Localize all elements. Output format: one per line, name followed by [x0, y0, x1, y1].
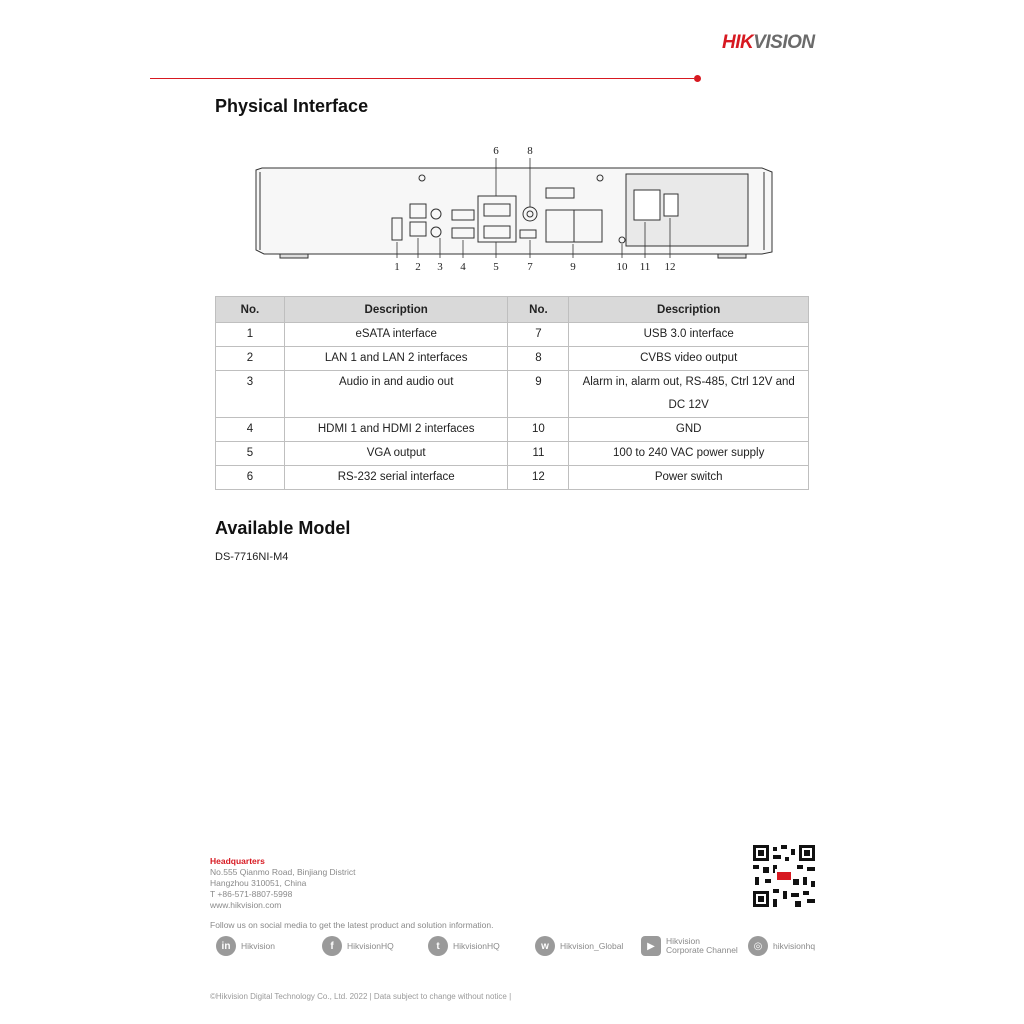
website-link[interactable]: www.hikvision.com [210, 900, 282, 910]
header-description-1: Description [284, 297, 508, 323]
social-label: HikvisionHQ [453, 941, 500, 951]
callout-3: 3 [437, 261, 443, 273]
table-cell: 6 [216, 466, 285, 490]
table-cell: 7 [508, 323, 569, 347]
table-cell: 8 [508, 347, 569, 371]
address-line-2: Hangzhou 310051, China [210, 878, 307, 888]
callout-8: 8 [527, 145, 533, 157]
social-follow-text: Follow us on social media to get the latest product and solution information. [210, 920, 494, 930]
table-row [216, 347, 809, 371]
social-facebook[interactable] [322, 936, 394, 956]
table-row [216, 371, 809, 418]
callout-4: 4 [460, 261, 466, 273]
headquarters-block [210, 856, 356, 911]
section-title-physical-interface: Physical Interface [215, 96, 369, 116]
table-row [216, 323, 809, 347]
table-cell: 3 [216, 371, 285, 418]
table-header-row [216, 297, 809, 323]
facebook-icon: f [322, 936, 342, 956]
table-cell: HDMI 1 and HDMI 2 interfaces [284, 418, 508, 442]
social-linkedin[interactable] [216, 936, 275, 956]
wechat-icon: w [535, 936, 555, 956]
section-title-available-model: Available Model [215, 518, 351, 538]
header-description-2: Description [569, 297, 809, 323]
table-cell: 9 [508, 371, 569, 418]
table-cell: Alarm in, alarm out, RS-485, Ctrl 12V and DC 12V [569, 371, 809, 418]
table-cell: 10 [508, 418, 569, 442]
callout-1: 1 [394, 261, 400, 273]
callout-12: 12 [664, 261, 676, 273]
table-cell: 11 [508, 442, 569, 466]
hikvision-logo: HIKVISION [722, 32, 815, 53]
table-row [216, 418, 809, 442]
phone: T +86-571-8807-5998 [210, 889, 293, 899]
social-label: Corporate Channel [666, 945, 738, 955]
header-no-2: No. [508, 297, 569, 323]
instagram-icon: ◎ [748, 936, 768, 956]
social-twitter[interactable] [428, 936, 500, 956]
callout-10: 10 [616, 261, 628, 273]
table-cell: VGA output [284, 442, 508, 466]
header-no-1: No. [216, 297, 285, 323]
social-wechat[interactable] [535, 936, 623, 956]
table-cell: RS-232 serial interface [284, 466, 508, 490]
qr-code-icon [753, 845, 815, 907]
callout-5: 5 [493, 261, 499, 273]
social-label: Hikvision_Global [560, 941, 624, 951]
table-cell: Power switch [569, 466, 809, 490]
table-cell: LAN 1 and LAN 2 interfaces [284, 347, 508, 371]
address-line-1: No.555 Qianmo Road, Binjiang District [210, 867, 356, 877]
table-cell: 1 [216, 323, 285, 347]
callout-2: 2 [415, 261, 421, 273]
interface-table [215, 296, 809, 490]
table-cell: 12 [508, 466, 569, 490]
hq-label: Headquarters [210, 856, 265, 866]
callout-7: 7 [527, 261, 533, 273]
table-cell: Audio in and audio out [284, 371, 508, 418]
table-row [216, 442, 809, 466]
callout-11: 11 [639, 261, 651, 273]
linkedin-icon: in [216, 936, 236, 956]
social-instagram[interactable] [748, 936, 815, 956]
social-youtube[interactable] [641, 936, 738, 956]
table-cell: eSATA interface [284, 323, 508, 347]
callout-6: 6 [493, 145, 499, 157]
social-label: hikvisionhq [773, 941, 816, 951]
header-rule [150, 78, 694, 79]
table-cell: 2 [216, 347, 285, 371]
model-number: DS-7716NI-M4 [215, 551, 289, 563]
callout-9: 9 [570, 261, 576, 273]
table-cell: 100 to 240 VAC power supply [569, 442, 809, 466]
twitter-icon: t [428, 936, 448, 956]
table-cell: 4 [216, 418, 285, 442]
copyright-text: ©Hikvision Digital Technology Co., Ltd. 2022 | Data subject to change without notice | [210, 992, 512, 1001]
youtube-icon: ▶ [641, 936, 661, 956]
table-cell: 5 [216, 442, 285, 466]
social-label: HikvisionHQ [347, 941, 394, 951]
table-cell: USB 3.0 interface [569, 323, 809, 347]
table-cell: GND [569, 418, 809, 442]
table-cell: CVBS video output [569, 347, 809, 371]
social-label: Hikvision [666, 936, 701, 946]
rear-panel-figure [250, 140, 780, 280]
table-row [216, 466, 809, 490]
header-dot [694, 75, 701, 82]
social-label: Hikvision [241, 941, 276, 951]
